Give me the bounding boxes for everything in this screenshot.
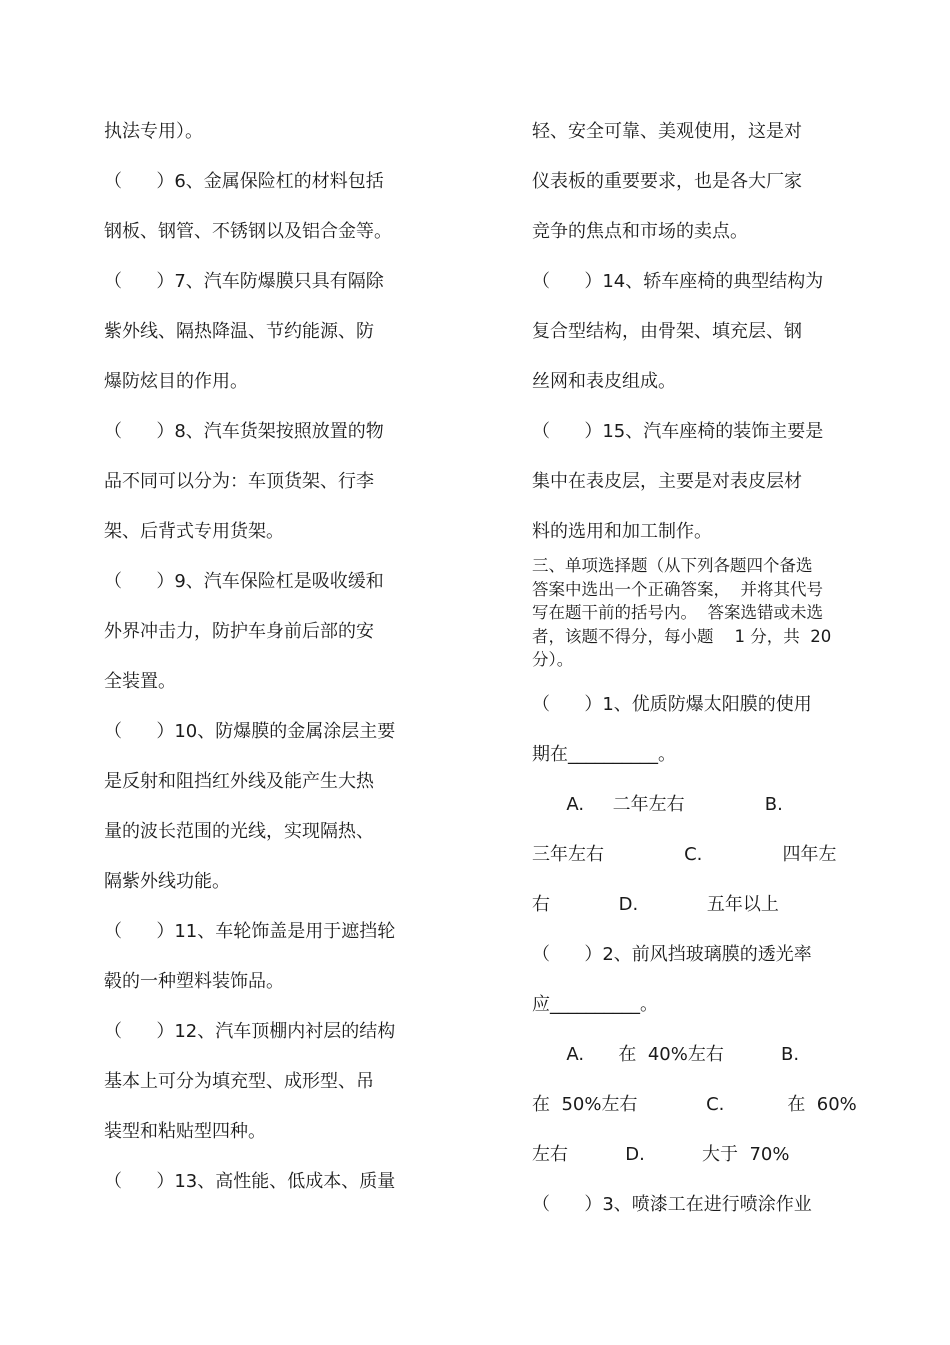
left-column-line: 钢板、钢管、不锈钢以及铝合金等。 bbox=[104, 221, 392, 242]
left-column-line: （ ）11、车轮饰盖是用于遮挡轮 bbox=[104, 921, 396, 942]
right-column-top-line: 轻、安全可靠、美观使用，这是对 bbox=[532, 121, 802, 142]
section-heading-line: 分）。 bbox=[532, 650, 574, 669]
left-column-line: 全装置。 bbox=[104, 671, 176, 692]
left-column-line: 执法专用）。 bbox=[104, 121, 203, 142]
left-column-line: 是反射和阻挡红外线及能产生大热 bbox=[104, 771, 374, 792]
left-column-line: 架、后背式专用货架。 bbox=[104, 521, 284, 542]
right-column-bottom-line: 期在__________。 bbox=[532, 744, 676, 765]
right-column-bottom-line: 应__________。 bbox=[532, 994, 658, 1015]
section-heading-line: 者，该题不得分，每小题 1 分，共 20 bbox=[532, 626, 832, 646]
left-column-line: 毂的一种塑料装饰品。 bbox=[104, 971, 284, 992]
right-column-top-line: 集中在表皮层，主要是对表皮层材 bbox=[532, 471, 802, 492]
left-column-line: 紫外线、隔热降温、节约能源、防 bbox=[104, 321, 374, 342]
right-column-top-line: 竞争的焦点和市场的卖点。 bbox=[532, 221, 748, 242]
left-column-line: （ ）6、金属保险杠的材料包括 bbox=[104, 171, 384, 192]
left-column-line: （ ）10、防爆膜的金属涂层主要 bbox=[104, 721, 396, 742]
left-column-line: （ ）9、汽车保险杠是吸收缓和 bbox=[104, 571, 384, 592]
right-column-bottom-line: A. 二年左右 B. bbox=[532, 794, 783, 815]
left-column-line: （ ）13、高性能、低成本、质量 bbox=[104, 1171, 396, 1192]
right-column-bottom-line: （ ）2、前风挡玻璃膜的透光率 bbox=[532, 944, 812, 965]
left-column-line: 装型和粘贴型四种。 bbox=[104, 1121, 266, 1142]
left-column-line: （ ）12、汽车顶棚内衬层的结构 bbox=[104, 1021, 396, 1042]
left-column-line: （ ）7、汽车防爆膜只具有隔除 bbox=[104, 271, 384, 292]
right-column-top-line: （ ）15、汽车座椅的装饰主要是 bbox=[532, 421, 824, 442]
right-column-bottom-line: A. 在 40%左右 B. bbox=[532, 1044, 800, 1065]
right-column-bottom-line: 右 D. 五年以上 bbox=[532, 894, 779, 915]
left-column-line: （ ）8、汽车货架按照放置的物 bbox=[104, 421, 384, 442]
right-column-top-line: （ ）14、轿车座椅的典型结构为 bbox=[532, 271, 824, 292]
left-column-line: 基本上可分为填充型、成形型、吊 bbox=[104, 1071, 374, 1092]
left-column-line: 量的波长范围的光线，实现隔热、 bbox=[104, 821, 374, 842]
right-column-top-line: 丝网和表皮组成。 bbox=[532, 371, 676, 392]
right-column-top-line: 复合型结构，由骨架、填充层、钢 bbox=[532, 321, 802, 342]
right-column-bottom-line: （ ）3、喷漆工在进行喷涂作业 bbox=[532, 1194, 812, 1215]
section-heading-line: 三、单项选择题（从下列各题四个备选 bbox=[532, 556, 813, 575]
right-column-bottom-line: 三年左右 C. 四年左 bbox=[532, 844, 837, 865]
left-column-line: 隔紫外线功能。 bbox=[104, 871, 230, 892]
right-column-top-line: 料的选用和加工制作。 bbox=[532, 521, 712, 542]
right-column-bottom-line: （ ）1、优质防爆太阳膜的使用 bbox=[532, 694, 812, 715]
section-heading-line: 写在题干前的括号内。 答案选错或未选 bbox=[532, 603, 823, 622]
right-column-top-line: 仪表板的重要要求，也是各大厂家 bbox=[532, 171, 802, 192]
right-column-bottom-line: 左右 D. 大于 70% bbox=[532, 1144, 790, 1165]
left-column-line: 爆防炫目的作用。 bbox=[104, 371, 248, 392]
left-column-line: 外界冲击力，防护车身前后部的安 bbox=[104, 621, 374, 642]
right-column-bottom-line: 在 50%左右 C. 在 60% bbox=[532, 1094, 857, 1115]
left-column-line: 品不同可以分为：车顶货架、行李 bbox=[104, 471, 374, 492]
section-heading-line: 答案中选出一个正确答案， 并将其代号 bbox=[532, 579, 823, 599]
